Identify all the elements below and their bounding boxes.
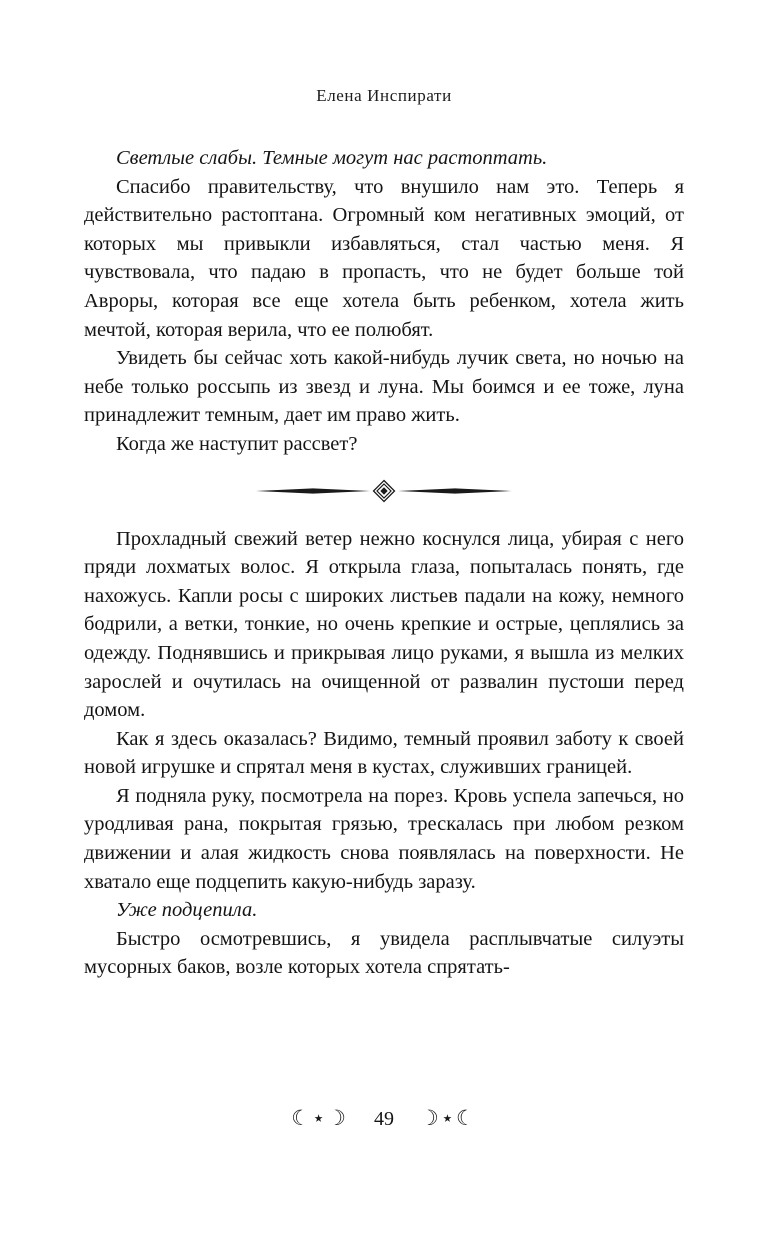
page-body <box>84 144 684 982</box>
page-footer <box>0 1108 768 1129</box>
crescent-moons-star-left-icon: ☾⋆☽ <box>291 1106 348 1130</box>
paragraph: Как я здесь оказалась? Видимо, темный проявил заботу к своей новой игрушке и спрятал меня в кустах, служивших границей. <box>84 727 684 779</box>
page-number: 49 <box>374 1107 394 1130</box>
paragraph: Когда же наступит рассвет? <box>116 432 358 455</box>
section-divider-ornament-icon <box>254 478 514 504</box>
paragraph: Я подняла руку, посмотрела на порез. Кровь успела запечься, но уродливая рана, покрытая грязью, трескалась при любом резком движении и алая жидкость снова появлялась на поверхности. Не хватало еще подцепить какую-нибудь заразу. <box>84 784 684 893</box>
paragraph: Уже подцепила. <box>116 899 258 922</box>
paragraph: Светлые слабы. Темные могут нас растоптать. <box>116 147 548 169</box>
paragraph: Увидеть бы сейчас хоть какой-нибудь лучик света, но ночью на небе только россыпь из звезд и луна. Мы боимся и ее тоже, луна принадлежит темным, дает им право жить. <box>84 347 684 427</box>
crescent-moons-star-right-icon: ☽⋆☾ <box>420 1106 477 1130</box>
paragraph: Быстро осмотревшись, я увидела расплывчатые силуэты мусорных баков, возле которых хотела спрятать- <box>84 927 684 979</box>
paragraph: Спасибо правительству, что внушило нам это. Теперь я действительно растоптана. Огромный ком негативных эмоций, от которых мы привыкли избавляться, стал частью меня. Я чувствовала, что падаю в пропасть, что не будет больше той Авроры, которая все еще хотела быть ребенком, хотела жить мечтой, которая верила, что ее полюбят. <box>84 175 684 341</box>
paragraph: Прохладный свежий ветер нежно коснулся лица, убирая с него пряди лохматых волос. Я открыла глаза, попыталась понять, где нахожусь. Капли росы с широких листьев падали на кожу, немного бодрили, а ветки, тонкие, но очень крепкие и острые, цеплялись за одежду. Поднявшись и прикрывая лицо руками, я вышла из мелких зарослей и очутилась на очищенной от развалин пустоши перед домом. <box>84 527 684 722</box>
running-header: Елена Инспирати <box>316 86 452 105</box>
